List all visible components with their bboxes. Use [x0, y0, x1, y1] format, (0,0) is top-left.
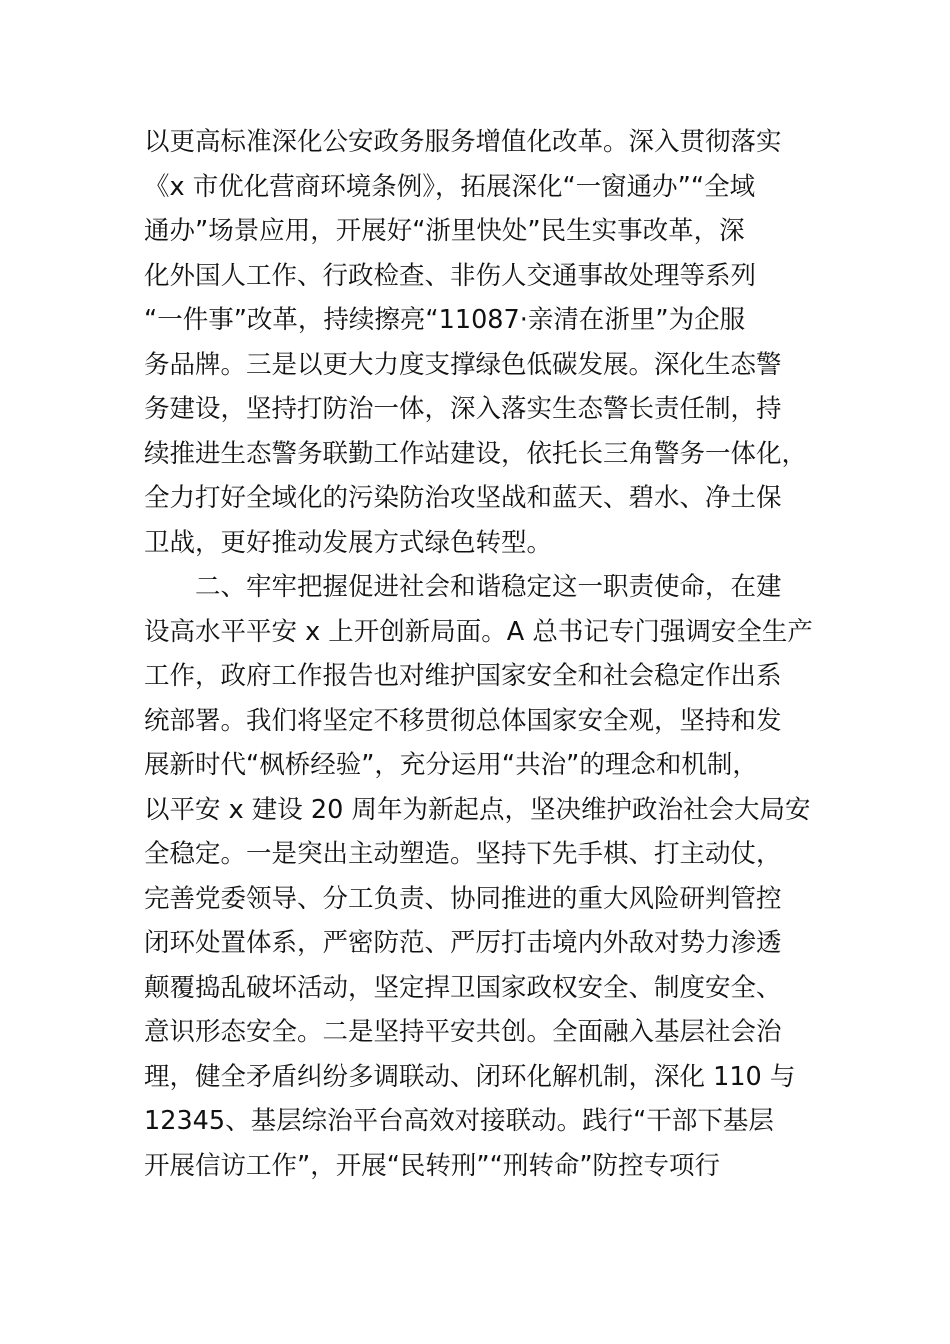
text-line: 完善党委领导、分工负责、协同推进的重大风险研判管控	[144, 883, 782, 914]
text-line: 理，健全矛盾纠纷多调联动、闭环化解机制，深化 110 与	[144, 1061, 796, 1092]
text-line: 务品牌。三是以更大力度支撑绿色低碳发展。深化生态警	[144, 349, 782, 380]
text-line: 展新时代“枫桥经验”，充分运用“共治”的理念和机制，	[144, 750, 758, 780]
text-line: 续推进生态警务联勤工作站建设，依托长三角警务一体化，	[144, 438, 808, 469]
section-heading-line: 二、牢牢把握促进社会和谐稳定这一职责使命，在建	[195, 572, 782, 602]
text-line: 全力打好全域化的污染防治攻坚战和蓝天、碧水、净土保	[144, 483, 782, 513]
text-line: 以平安 x 建设 20 周年为新起点，坚决维护政治社会大局安	[144, 794, 811, 825]
text-line: 开展信访工作”，开展“民转刑”“刑转命”防控专项行	[144, 1150, 721, 1181]
text-line: 意识形态安全。二是坚持平安共创。全面融入基层社会治	[144, 1017, 782, 1047]
text-line: 全稳定。一是突出主动塑造。坚持下先手棋、打主动仗，	[144, 839, 782, 869]
body-text	[144, 120, 814, 1188]
text-line: 以更高标准深化公安政务服务增值化改革。深入贯彻落实	[144, 127, 782, 157]
text-line: 闭环处置体系，严密防范、严厉打击境内外敌对势力渗透	[144, 928, 782, 958]
text-line: “一件事”改革，持续擦亮“11087·亲清在浙里”为企服	[144, 305, 746, 335]
text-line: 颠覆捣乱破坏活动，坚定捍卫国家政权安全、制度安全、	[144, 972, 782, 1003]
text-line: 务建设，坚持打防治一体，深入落实生态警长责任制，持	[144, 394, 782, 424]
text-line: 工作，政府工作报告也对维护国家安全和社会稳定作出系	[144, 661, 782, 691]
text-line: 化外国人工作、行政检查、非伤人交通事故处理等系列	[144, 260, 757, 291]
text-line: 通办”场景应用，开展好“浙里快处”民生实事改革，深	[144, 216, 745, 246]
text-line: 卫战，更好推动发展方式绿色转型。	[144, 527, 553, 558]
text-line: 设高水平平安 x 上开创新局面。A 总书记专门强调安全生产	[144, 616, 813, 647]
text-line: 统部署。我们将坚定不移贯彻总体国家安全观，坚持和发	[144, 705, 782, 736]
text-line: 《x 市优化营商环境条例》，拓展深化“一窗通办”“全域	[144, 171, 756, 202]
text-line: 12345、基层综治平台高效对接联动。践行“干部下基层	[144, 1106, 774, 1136]
